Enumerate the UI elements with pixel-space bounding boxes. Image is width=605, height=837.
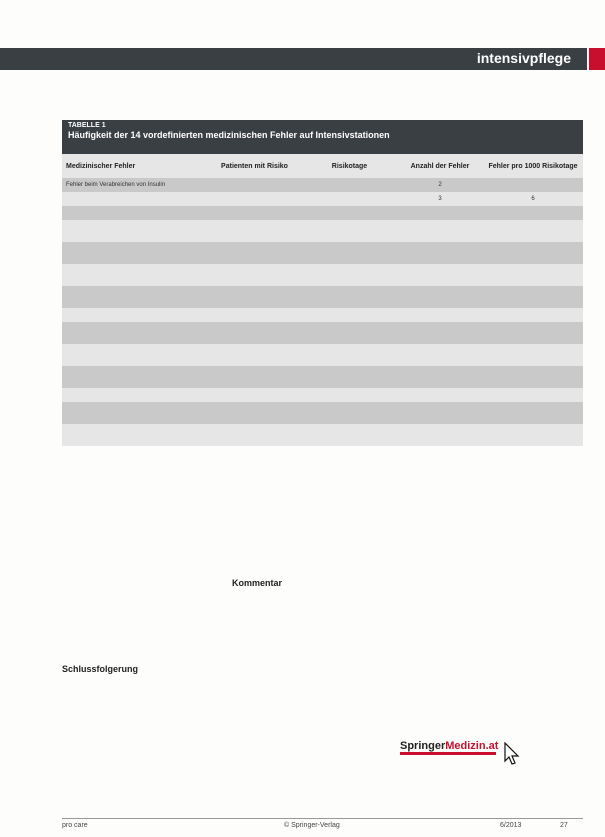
springermedizin-logo: SpringerMedizin.at [400, 740, 499, 752]
table-cell [302, 220, 397, 242]
table-cell [483, 178, 583, 192]
table-cell [207, 220, 302, 242]
logo-underline [400, 752, 496, 755]
table-cell [483, 388, 583, 402]
table-cell: 2 [397, 178, 483, 192]
table-cell [483, 242, 583, 264]
table-cell [397, 264, 483, 286]
table-cell [62, 366, 207, 388]
table-header-bar [62, 120, 583, 154]
text-column-middle [232, 472, 384, 592]
table-cell [302, 344, 397, 366]
column-header: Fehler pro 1000 Risikotage [483, 154, 583, 178]
table-row [62, 308, 583, 322]
table-cell [62, 220, 207, 242]
table-cell [302, 178, 397, 192]
table-cell [302, 286, 397, 308]
column-header: Anzahl der Fehler [397, 154, 483, 178]
table-row [62, 192, 583, 206]
table-row [62, 366, 583, 388]
column-header: Patienten mit Risiko [207, 154, 302, 178]
table-cell [207, 344, 302, 366]
table-cell [207, 178, 302, 192]
page-number: 27 [560, 822, 568, 829]
table-row [62, 206, 583, 220]
table-row [62, 264, 583, 286]
column-header: Medizinischer Fehler [62, 154, 207, 178]
table-cell [397, 242, 483, 264]
table-cell [207, 308, 302, 322]
table-cell [207, 192, 302, 206]
table-row [62, 424, 583, 446]
table-cell [483, 344, 583, 366]
table-cell [397, 424, 483, 446]
table-cell [62, 242, 207, 264]
table-cell [397, 388, 483, 402]
table-cell [397, 220, 483, 242]
table-row [62, 388, 583, 402]
table-cell [207, 402, 302, 424]
table-cell [302, 242, 397, 264]
table-cell [207, 366, 302, 388]
table-cell [207, 264, 302, 286]
table-cell [483, 286, 583, 308]
table-cell [302, 308, 397, 322]
table-cell [207, 206, 302, 220]
table-cell [62, 308, 207, 322]
heading-kommentar: Kommentar [232, 578, 283, 588]
table-cell: 6 [483, 192, 583, 206]
heading-schlussfolgerung: Schlussfolgerung [62, 664, 139, 674]
table-cell [302, 206, 397, 220]
table-cell [397, 286, 483, 308]
table-cell [483, 424, 583, 446]
mouse-cursor-icon [503, 742, 521, 766]
table-cell [62, 192, 207, 206]
table-title: Häufigkeit der 14 vordefinierten medizinischen Fehler auf Intensivstationen [68, 130, 390, 140]
column-header: Risikotage [302, 154, 397, 178]
text-column-left [62, 472, 214, 678]
data-table [62, 154, 583, 446]
table-cell [62, 206, 207, 220]
error-frequency-table [62, 120, 583, 446]
table-cell [483, 264, 583, 286]
table-cell [302, 264, 397, 286]
table-cell [62, 424, 207, 446]
table-cell [483, 402, 583, 424]
table-row [62, 286, 583, 308]
table-cell [302, 424, 397, 446]
table-cell [483, 322, 583, 344]
table-cell [483, 308, 583, 322]
section-title: intensivpflege [476, 50, 571, 66]
table-cell [207, 424, 302, 446]
table-cell: Fehler beim Verabreichen von Insulin [62, 178, 207, 192]
table-cell [207, 242, 302, 264]
table-cell [397, 366, 483, 388]
table-cell [207, 388, 302, 402]
table-header-row [62, 154, 583, 178]
footer-journal: pro care [62, 822, 88, 829]
table-row [62, 220, 583, 242]
table-row [62, 344, 583, 366]
table-cell [62, 286, 207, 308]
table-cell [62, 322, 207, 344]
footer-issue: 6/2013 [500, 822, 522, 829]
table-cell [483, 206, 583, 220]
table-cell [397, 206, 483, 220]
table-row [62, 322, 583, 344]
table-cell [62, 344, 207, 366]
table-cell [207, 286, 302, 308]
footer-rule [62, 818, 583, 819]
table-cell [302, 192, 397, 206]
table-label: TABELLE 1 [68, 122, 106, 129]
table-cell [483, 220, 583, 242]
table-cell [483, 366, 583, 388]
table-cell [397, 308, 483, 322]
table-cell [302, 366, 397, 388]
section-tab-marker [589, 48, 605, 70]
table-cell [62, 402, 207, 424]
table-row [62, 178, 583, 192]
table-cell [302, 402, 397, 424]
table-cell [397, 402, 483, 424]
table-cell [62, 388, 207, 402]
table-cell: 3 [397, 192, 483, 206]
table-row [62, 402, 583, 424]
table-cell [62, 264, 207, 286]
table-cell [207, 322, 302, 344]
table-cell [397, 344, 483, 366]
table-cell [302, 388, 397, 402]
table-cell [302, 322, 397, 344]
table-cell [397, 322, 483, 344]
footer-publisher: © Springer-Verlag [284, 822, 340, 829]
table-row [62, 242, 583, 264]
